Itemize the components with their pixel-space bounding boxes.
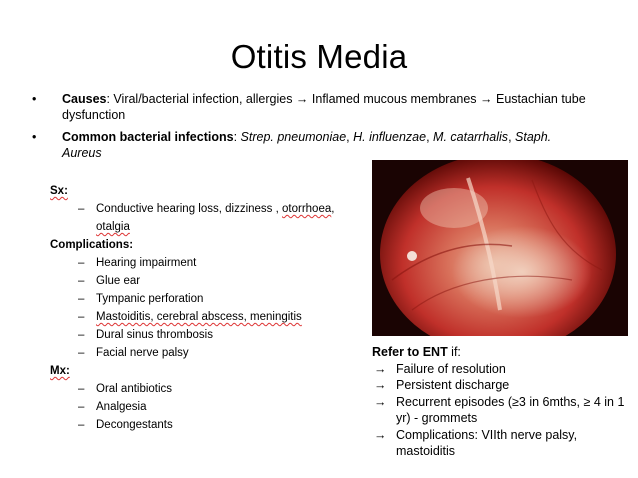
list-item	[372, 377, 634, 394]
list-item	[50, 344, 370, 362]
organism: H. influenzae	[353, 130, 427, 144]
item-text: Tympanic perforation	[96, 293, 204, 305]
dash-glyph: –	[78, 401, 85, 413]
bullet-text	[62, 91, 592, 123]
list-item	[50, 254, 370, 272]
item-text: Hearing impairment	[96, 257, 197, 269]
item-text: Glue ear	[96, 275, 141, 287]
clinical-list	[50, 182, 370, 434]
item-text: Decongestants	[96, 419, 173, 431]
arrow-icon: →	[374, 427, 387, 442]
list-item	[372, 361, 634, 378]
sx-heading-text: Sx:	[50, 185, 68, 197]
item-text: Persistent discharge	[396, 378, 510, 392]
ent-referral	[372, 344, 634, 460]
tympanic-membrane-image	[372, 160, 628, 336]
separator: ,	[426, 130, 434, 144]
ent-lead-bold: Refer to ENT	[372, 345, 448, 359]
sx-heading	[50, 182, 370, 200]
sx-text: otorrhoea	[282, 203, 332, 215]
list-item	[50, 398, 370, 416]
item-text: Complications: VIIth nerve palsy, mastoiditis	[396, 427, 578, 458]
bullet-label: Common bacterial infections	[62, 130, 234, 144]
complications-heading: Complications:	[50, 239, 134, 251]
item-text: Facial nerve palsy	[96, 347, 189, 359]
item-text: Oral antibiotics	[96, 383, 173, 395]
dash-glyph: –	[78, 383, 85, 395]
separator: :	[233, 130, 241, 144]
ent-lead-rest: if:	[447, 345, 461, 359]
dash-glyph: –	[78, 347, 85, 359]
organism: M. catarrhalis	[433, 130, 509, 144]
separator: ,	[346, 130, 354, 144]
dash-glyph: –	[78, 257, 85, 269]
separator: ,	[508, 130, 516, 144]
bullet-bacterial	[32, 129, 592, 161]
bullet-label: Causes	[62, 92, 107, 106]
dash-glyph: –	[78, 275, 85, 287]
bullet-text	[62, 129, 592, 161]
arrow-icon: →	[374, 361, 387, 376]
sx-text: ,	[331, 203, 335, 215]
arrow-icon: →	[374, 378, 387, 392]
list-item	[50, 308, 370, 326]
dash-glyph: –	[78, 311, 85, 323]
dash-glyph: –	[78, 419, 85, 431]
mx-heading-text: Mx:	[50, 365, 70, 377]
item-text: Analgesia	[96, 401, 147, 413]
bullet-glyph: •	[32, 130, 37, 144]
item-text: Mastoiditis, cerebral abscess, meningitis	[96, 311, 302, 323]
list-item	[50, 416, 370, 434]
bullet-glyph: •	[32, 92, 37, 106]
list-item	[372, 427, 634, 460]
dash-glyph: –	[78, 329, 85, 341]
slide-title: Otitis Media	[230, 38, 408, 75]
mx-heading	[50, 362, 370, 380]
dash-glyph: –	[78, 203, 85, 215]
otoscope-photo	[372, 160, 628, 336]
ent-lead	[372, 344, 634, 361]
list-item	[50, 200, 370, 236]
list-item	[50, 290, 370, 308]
sx-text: otalgia	[96, 221, 130, 233]
list-item	[50, 380, 370, 398]
bullet-causes	[32, 91, 592, 123]
organism: Strep. pneumoniae	[240, 130, 347, 144]
list-item	[372, 394, 634, 427]
bullet-body: : Viral/bacterial infection, allergies → Inflamed mucous membranes → Eustachian tube dysfunction	[62, 92, 586, 122]
dash-glyph: –	[78, 293, 85, 305]
item-text: Recurrent episodes (≥3 in 6mths, ≥ 4 in 1 yr) - grommets	[396, 394, 625, 425]
sx-text: Conductive hearing loss, dizziness ,	[96, 203, 283, 215]
organism: Staph. Aureus	[62, 130, 552, 160]
list-item	[50, 326, 370, 344]
item-text: Dural sinus thrombosis	[96, 329, 213, 341]
arrow-icon: →	[374, 394, 387, 409]
list-item	[50, 272, 370, 290]
item-text: Failure of resolution	[396, 361, 506, 376]
